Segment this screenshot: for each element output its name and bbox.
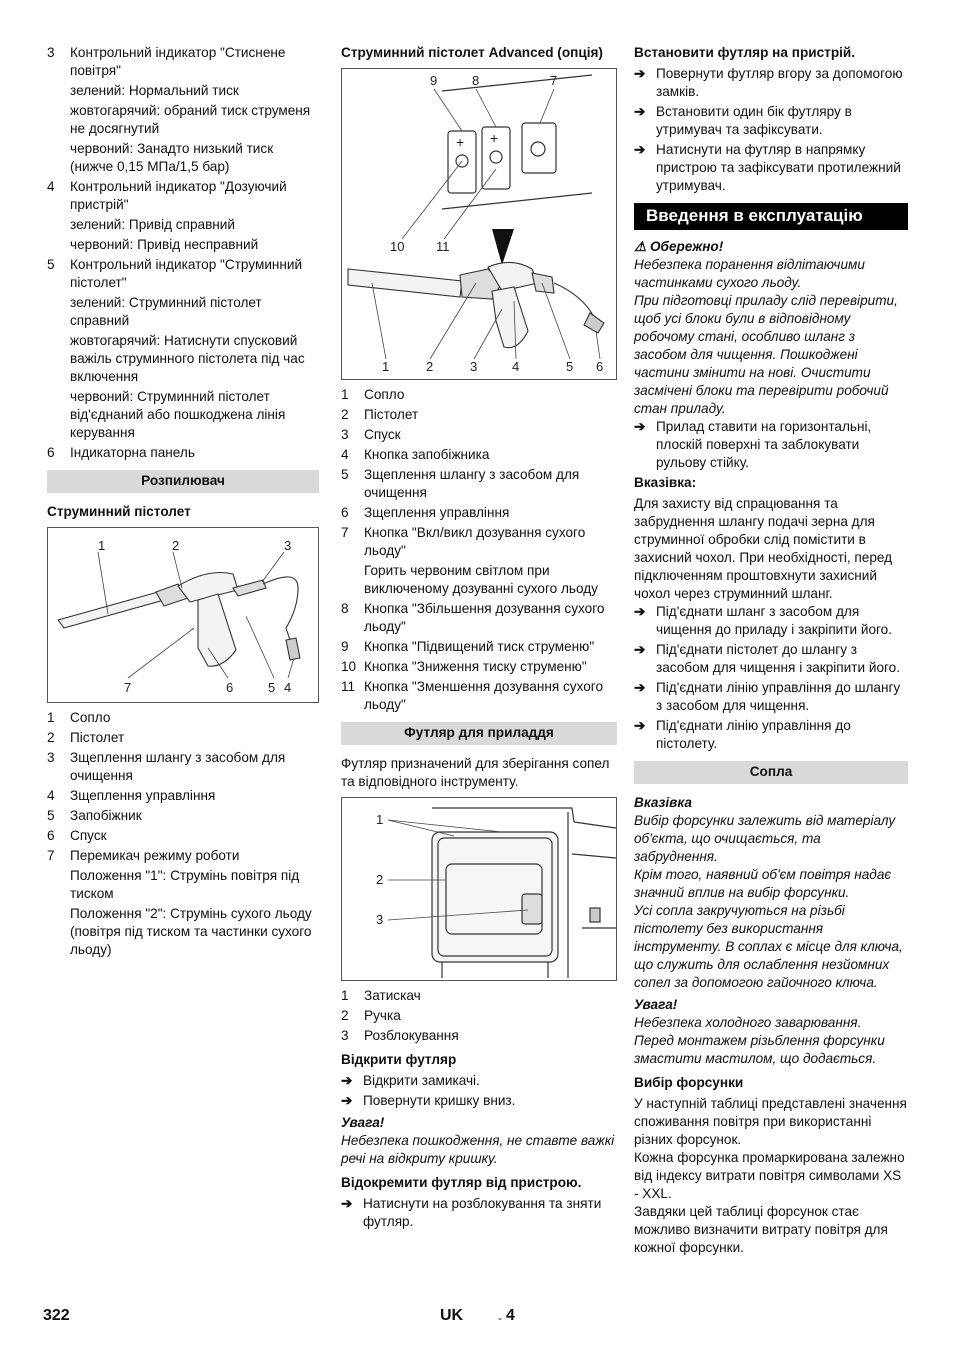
sub-item: зелений: Струминний пістолет справний [70,295,262,328]
subheading: Встановити футляр на пристрій. [634,45,856,60]
legend-item: 4 Кнопка запобіжника [341,447,490,462]
legend-item: 3 Розблокування [341,1028,459,1043]
figure-label: 2 [426,359,434,374]
figure-label: 6 [596,359,604,374]
legend-item: 7 Перемикач режиму роботи [47,848,240,863]
step-item: ➔ Повернути кришку вниз. [341,1093,516,1108]
figure-label: 1 [376,812,384,827]
arrow-icon: ➔ [634,642,646,657]
legend-item: 9 Кнопка "Підвищений тиск струменю" [341,639,595,654]
sub-item: червоний: Привід несправний [70,237,259,252]
blast-gun-figure [47,527,319,703]
arrow-icon: ➔ [634,142,646,157]
subheading: Відокремити футляр від пристрою. [341,1175,582,1190]
arrow-icon: ➔ [634,419,646,434]
paragraph: Завдяки цей таблиці форсунок стає можливо визначити витрату повітря для кожної форсунки. [634,1204,888,1255]
warning-text: Небезпека поранення відлітаючими частинками сухого льоду. [634,257,865,290]
figure-label: 7 [550,73,558,88]
legend-item: 5 Зщеплення шлангу з засобом для очищення [341,467,580,500]
figure-label: 1 [382,359,390,374]
section-page-number: 4 [506,1307,515,1324]
list-item: 3 Контрольний індикатор "Стиснене повітря" [47,45,286,78]
accessory-case-drawing [342,798,616,980]
figure-label: 3 [470,359,478,374]
list-item: 6 Індикаторна панель [47,445,195,460]
figure-label: 1 [98,538,106,553]
step-item: ➔ Встановити один бік футляру в утримувач та зафіксувати. [634,104,852,137]
section-band: Розпилювач [47,470,319,493]
legend-item: 8 Кнопка "Збільшення дозування сухого льоду" [341,601,605,634]
figure-label: 8 [472,73,480,88]
figure-label: 5 [566,359,574,374]
list-item: 5 Контрольний індикатор "Струминний пістолет" [47,257,303,290]
sub-item: червоний: Занадто низький тиск (нижче 0,15 МПа/1,5 бар) [70,141,274,174]
svg-text:+: + [456,134,465,150]
subheading: Струминний пістолет [47,504,191,519]
page-number: 322 [43,1307,70,1324]
sub-item: зелений: Привід справний [70,217,235,232]
legend-item: 2 Пістолет [47,730,125,745]
language-code: UK [440,1307,464,1324]
step-item: ➔ Під'єднати лінію управління до пістолету. [634,718,851,751]
warning-heading: ⚠ Обережно! [634,239,724,254]
figure-label: 7 [124,680,132,695]
advanced-gun-drawing [342,69,616,379]
warning-triangle-icon: ⚠ [634,239,647,254]
step-item: ➔ Натиснути на футляр в напрямку пристрою та зафіксувати протилежний утримувач. [634,142,901,193]
arrow-icon: ➔ [634,680,646,695]
legend-item: 5 Запобіжник [47,808,142,823]
legend-item: 6 Спуск [47,828,107,843]
subheading: Вибір форсунки [634,1075,744,1090]
figure-label: 2 [376,872,384,887]
footer-separator: - [498,1311,502,1325]
accessory-case-figure [341,797,617,981]
step-item: ➔ Прилад ставити на горизонтальні, плоскій поверхні та заблокувати рульову стійку. [634,419,872,470]
caution-heading: Увага! [341,1115,385,1130]
legend-item: 1 Затискач [341,988,421,1003]
blast-gun-drawing [48,528,318,702]
step-item: ➔ Відкрити замикачі. [341,1073,480,1088]
arrow-icon: ➔ [634,604,646,619]
section-title: Введення в експлуатацію [634,203,908,230]
arrow-icon: ➔ [341,1073,353,1088]
note-heading: Вказівка: [634,475,697,490]
legend-item: 3 Спуск [341,427,401,442]
warning-text: При підготовці приладу слід перевірити, щоб усі блоки були в відповідному робочому стані, особливо шланг з засобом для чищення. Пошкоджені частини змінити на нові. Очистити засмічені блоки та перевірити робочий стан приладу. [634,293,898,416]
arrow-icon: ➔ [341,1196,353,1211]
note-text: Крім того, наявний об'єм повітря надає значний вплив на вибір форсунки. [634,867,892,900]
legend-item: 1 Сопло [341,387,405,402]
sub-item: жовтогарячий: Натиснути спусковий важіль струминного пістолета під час включення [70,333,305,384]
paragraph: Футляр призначений для зберігання сопел та відповідного інструменту. [341,756,610,789]
sub-item: жовтогарячий: обраний тиск струменя не досягнутий [70,103,311,136]
legend-item: 6 Зщеплення управління [341,505,510,520]
figure-label: 2 [172,538,180,553]
arrow-icon: ➔ [341,1093,353,1108]
advanced-gun-figure [341,68,617,380]
subheading: Струминний пістолет Advanced (опція) [341,45,603,60]
caution-text: Небезпека холодного заварювання. [634,1015,862,1030]
note-text: Для захисту від спрацювання та забруднення шлангу подачі зерна для струминної обробки слід помістити в захисний чохол. При необхідності, перед підключенням проштовхнути захисний чохол через струминний шланг. [634,496,893,601]
column-2 [341,44,617,1233]
figure-label: 4 [284,680,292,695]
sub-item: Положення "1": Струмінь повітря під тиском [70,868,300,901]
note-heading: Вказівка [634,795,692,810]
step-item: ➔ Під'єднати шланг з засобом для чищення до приладу і закріпити його. [634,604,893,637]
figure-label: 4 [512,359,520,374]
note-text: Усі сопла закручуються на різьбі пістолету без використання інструменту. В соплах є місце для ключа, що служить для ослаблення незйомних сопел за допомогою гайочного ключа. [634,903,903,990]
caution-text: Небезпека пошкодження, не ставте важкі речі на відкриту кришку. [341,1133,615,1166]
arrow-icon: ➔ [634,718,646,733]
caution-heading: Увага! [634,997,678,1012]
legend-item: 4 Зщеплення управління [47,788,216,803]
figure-label: 10 [390,239,405,254]
note-text: Вибір форсунки залежить від матеріалу об'єкта, що очищається, та забруднення. [634,813,896,864]
step-item: ➔ Натиснути на розблокування та зняти футляр. [341,1196,602,1229]
figure-label: 5 [268,680,276,695]
legend-item: 11 Кнопка "Зменшення дозування сухого льоду" [341,679,604,712]
caution-text: Перед монтажем різьблення форсунки змастити мастилом, що додається. [634,1033,885,1066]
sub-item: зелений: Нормальний тиск [70,83,239,98]
figure-label: 9 [430,73,438,88]
arrow-icon: ➔ [634,104,646,119]
sub-item: червоний: Струминний пістолет від'єднаний або пошкоджена лінія керування [70,389,286,440]
paragraph: Кожна форсунка промаркирована залежно від індексу витрати повітря символами XS - XXL. [634,1150,905,1201]
figure-label: 3 [376,912,384,927]
figure-label: 6 [226,680,234,695]
sub-item: Положення "2": Струмінь сухого льоду (повітря під тиском та частинки сухого льоду) [70,906,312,957]
section-band: Сопла [634,761,908,784]
column-1 [47,44,319,961]
section-band: Футляр для приладдя [341,722,617,745]
arrow-icon: ➔ [634,66,646,81]
step-item: ➔ Повернути футляр вгору за допомогою замків. [634,66,903,99]
step-item: ➔ Під'єднати лінію управління до шлангу з засобом для чищення. [634,680,901,713]
paragraph: У наступній таблиці представлені значення споживання повітря при використанні різних форсунок. [634,1096,907,1147]
legend-item: 2 Пістолет [341,407,419,422]
sub-item: Горить червоним світлом при виключеному дозуванні сухого льоду [364,563,598,596]
legend-item: 3 Зщеплення шлангу з засобом для очищення [47,750,286,783]
subheading: Відкрити футляр [341,1052,457,1067]
column-3 [634,44,908,1257]
figure-label: 3 [284,538,292,553]
figure-label: 11 [436,239,450,254]
legend-item: 1 Сопло [47,710,111,725]
legend-item: 7 Кнопка "Вкл/викл дозування сухого льоду" [341,525,586,558]
list-item: 4 Контрольний індикатор "Дозуючий пристрій" [47,179,287,212]
legend-item: 2 Ручка [341,1008,401,1023]
svg-text:+: + [490,130,499,146]
step-item: ➔ Під'єднати пістолет до шлангу з засобом для чищення і закріпити його. [634,642,901,675]
legend-item: 10 Кнопка "Зниження тиску струменю" [341,659,587,674]
